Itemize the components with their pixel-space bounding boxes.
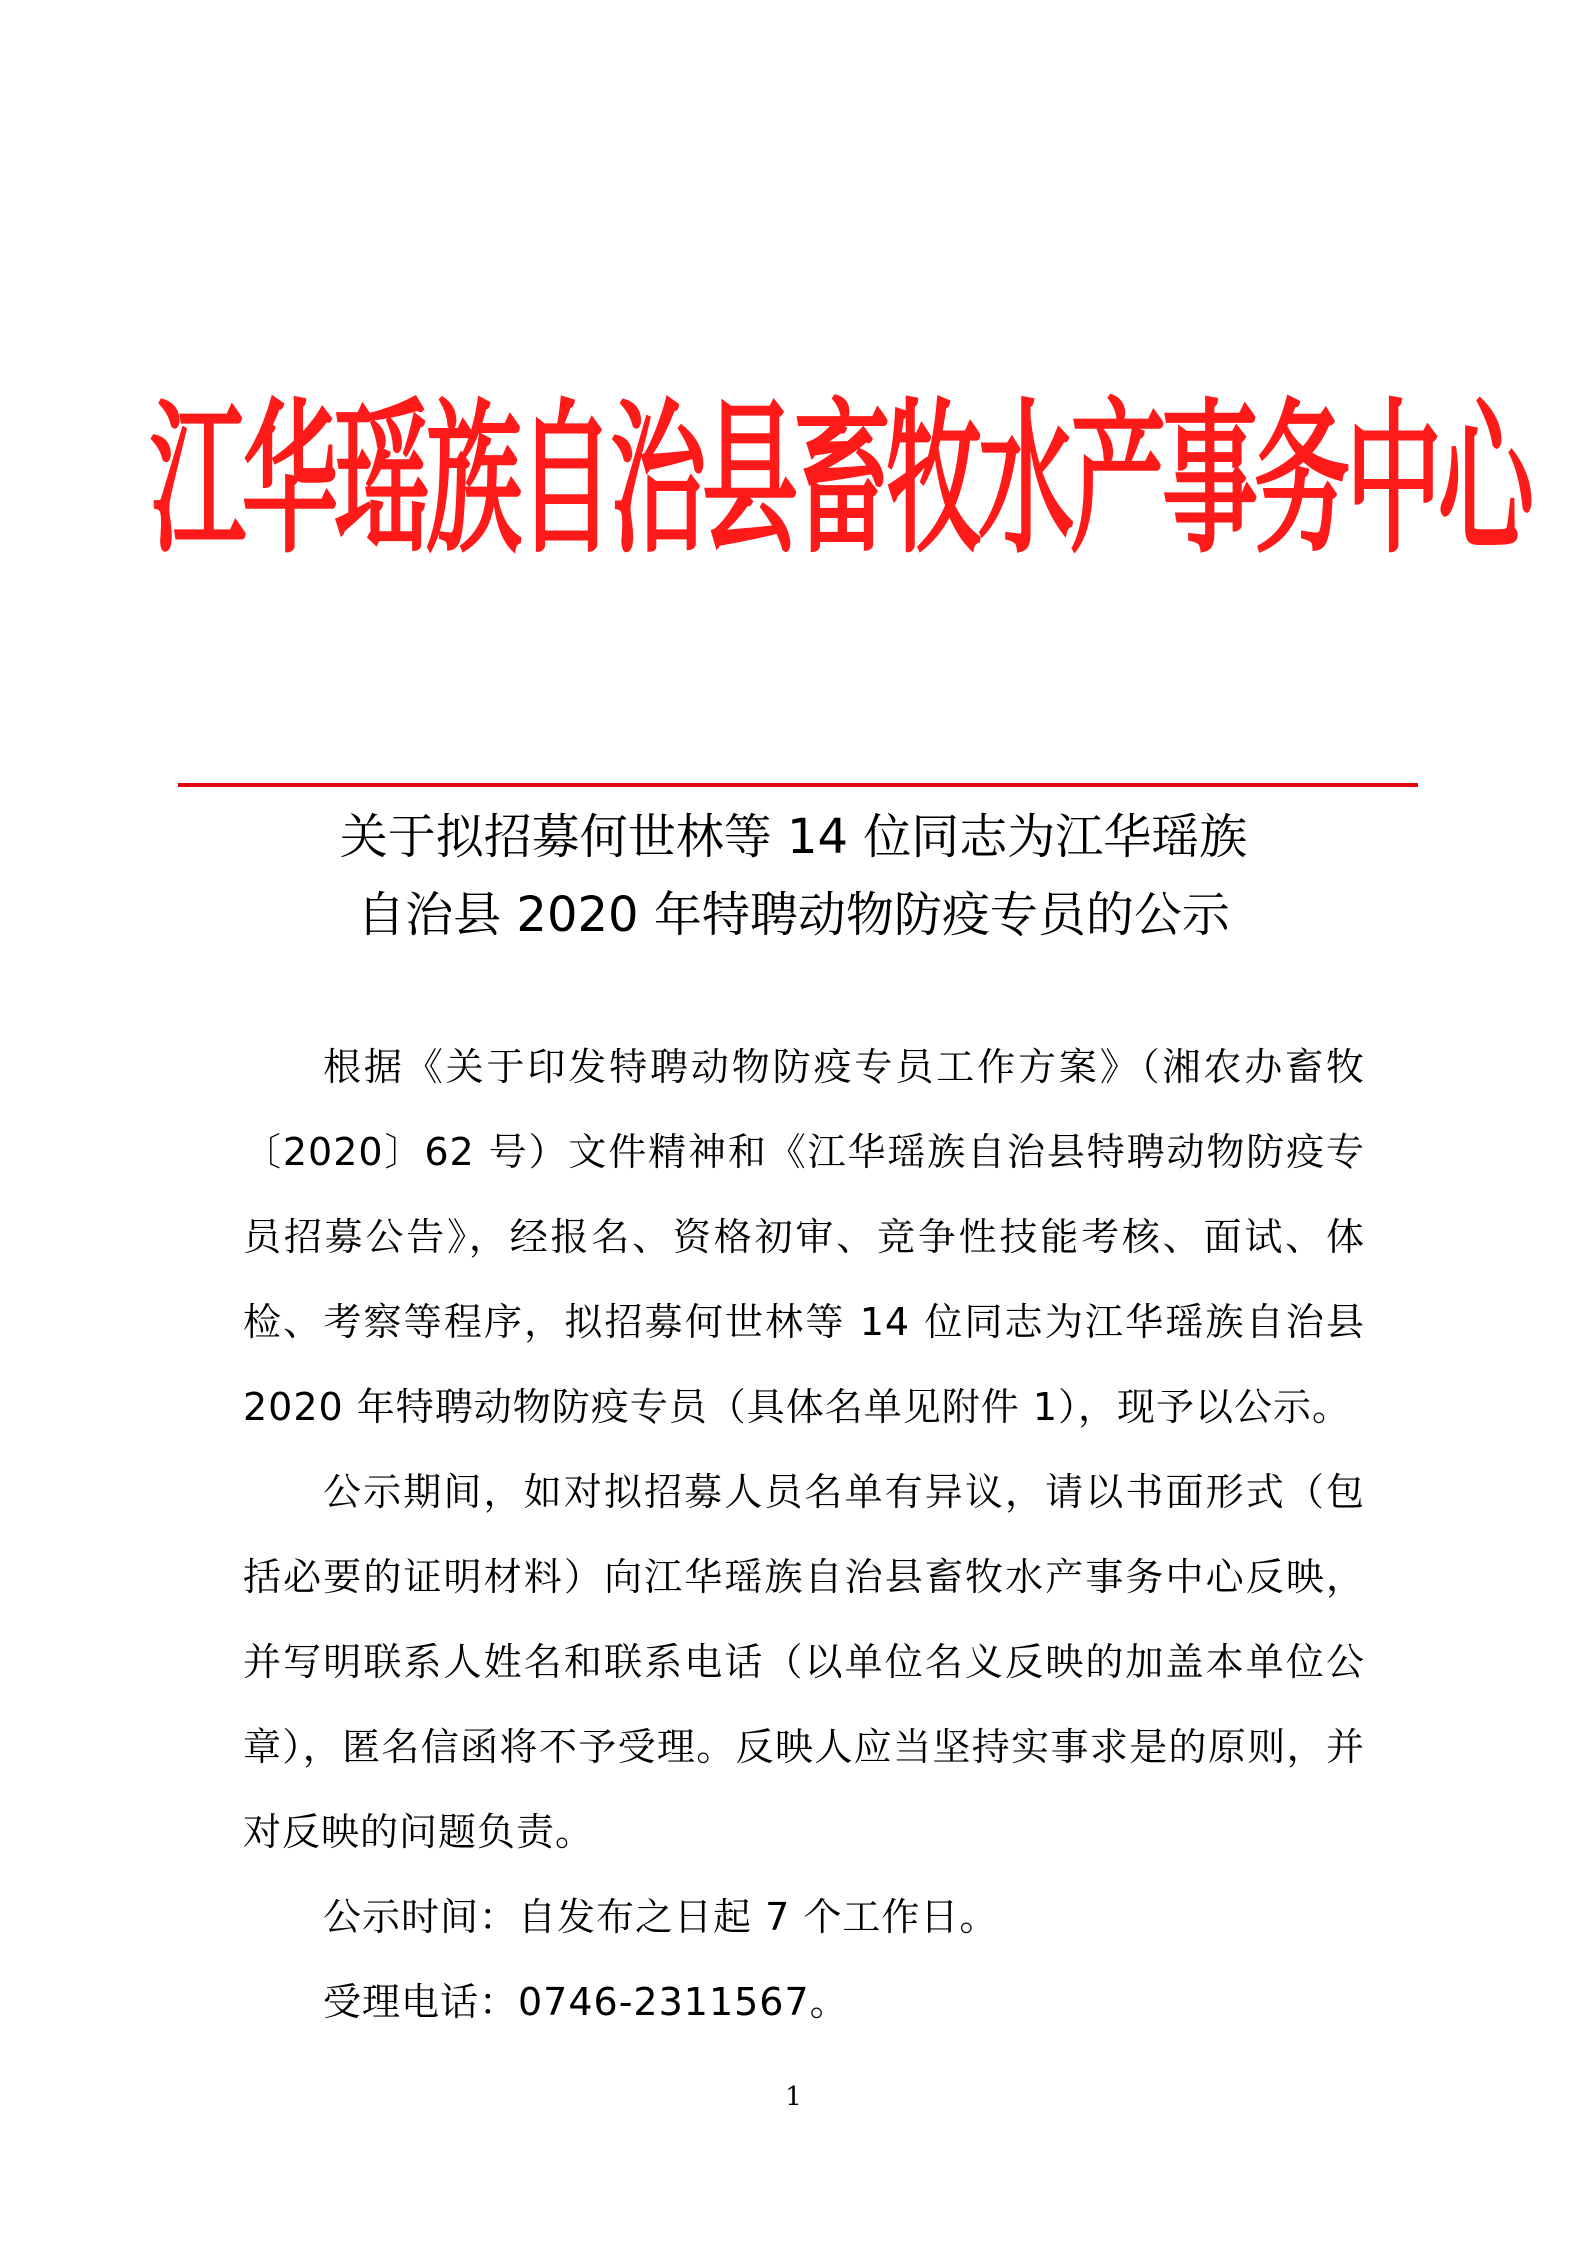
document-title-line-2: 自治县 2020 年特聘动物防疫专员的公示 [357,887,1230,943]
paragraph-period: 公示时间：自发布之日起 7 个工作日。 [323,1895,999,1939]
organization-masthead: 江华瑶族自治县畜牧水产事务中心 [150,381,1530,577]
document-body [243,1025,1365,2045]
red-header-rule [178,783,1418,787]
paragraph-objection: 公示期间，如对拟招募人员名单有异议，请以书面形式（包括必要的证明材料）向江华瑶族自治县畜牧水产事务中心反映，并写明联系人姓名和联系电话（以单位名义反映的加盖本单位公章），匿名信函将不予受理。反映人应当坚持实事求是的原则，并对反映的问题负责。 [243,1470,1365,1854]
document-title-line-1: 关于拟招募何世林等 14 位同志为江华瑶族 [339,809,1248,865]
document-title [170,798,1417,954]
paragraph-phone: 受理电话：0746-2311567。 [323,1980,849,2024]
page-number: 1 [785,2082,802,2112]
paragraph-basis: 根据《关于印发特聘动物防疫专员工作方案》（湘农办畜牧〔2020〕62 号）文件精神和《江华瑶族自治县特聘动物防疫专员招募公告》，经报名、资格初审、竞争性技能考核、面试、体检、考察等程序，拟招募何世林等 14 位同志为江华瑶族自治县 2020 年特聘动物防疫专员（具体名单见附件 1），现予以公示。 [243,1045,1365,1429]
